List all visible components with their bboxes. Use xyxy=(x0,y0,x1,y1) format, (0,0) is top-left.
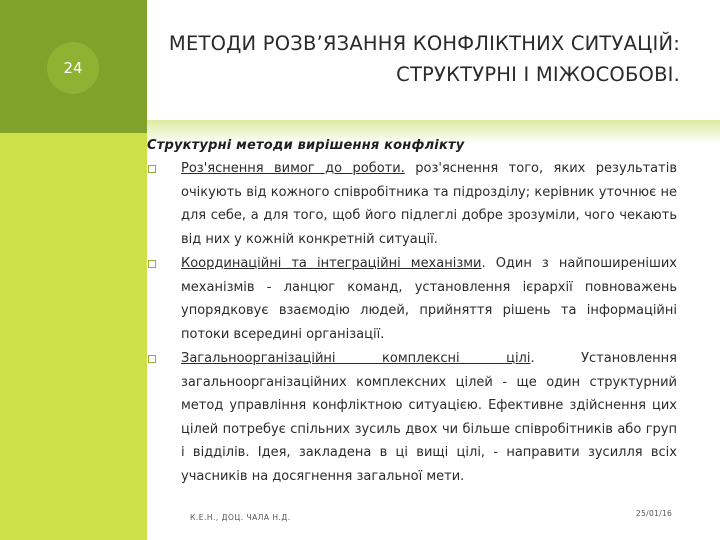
slide-title: МЕТОДИ РОЗВ’ЯЗАННЯ КОНФЛІКТНИХ СИТУАЦІЙ: СТРУКТУРНІ І МІЖОСОБОВІ. xyxy=(168,32,680,86)
bullet-text: роз'яснення того, яких результатів очікують від кожного співробітника та підрозділу; керівник уточнює не для себе, а для того, щоб його підлеглі добре зрозуміли, чого чекають від них у кожній конкретній ситуації. xyxy=(181,161,677,247)
slide-content xyxy=(147,136,677,488)
bullet-term: Координаційні та інтеграційні механізми xyxy=(181,256,482,271)
bullet-item xyxy=(147,252,677,346)
bullet-square-icon xyxy=(148,165,156,173)
footer-author: К.Е.Н., ДОЦ. ЧАЛА Н.Д. xyxy=(190,513,291,522)
bullet-term: Загальноорганізаційні комплексні цілі xyxy=(181,351,531,366)
bullet-term: Роз'яснення вимог до роботи. xyxy=(181,161,405,176)
bullet-item xyxy=(147,347,677,488)
footer-date: 25/01/16 xyxy=(636,509,673,518)
bullet-text: . Один з найпоширеніших механізмів - ланцюг команд, установлення ієрархії повноважень упорядковує взаємодію людей, прийняття рішень та інформаційні потоки всередині організації. xyxy=(181,256,677,342)
bullet-square-icon xyxy=(148,260,156,268)
section-heading: Структурні методи вирішення конфлікту xyxy=(147,138,465,153)
bullet-square-icon xyxy=(148,355,156,363)
bullet-item xyxy=(147,157,677,251)
bullet-text: . Установлення загальноорганізаційних комплексних цілей - ще один структурний метод управління конфліктною ситуацією. Ефективне здійснення цих цілей потребує спільних зусиль двох чи більше співробітників або груп і відділів. Ідея, закладена в ці вищі цілі, - направити зусилля всіх учасників на досягнення загальної мети. xyxy=(181,351,677,484)
slide-number-badge: 24 xyxy=(47,42,99,94)
